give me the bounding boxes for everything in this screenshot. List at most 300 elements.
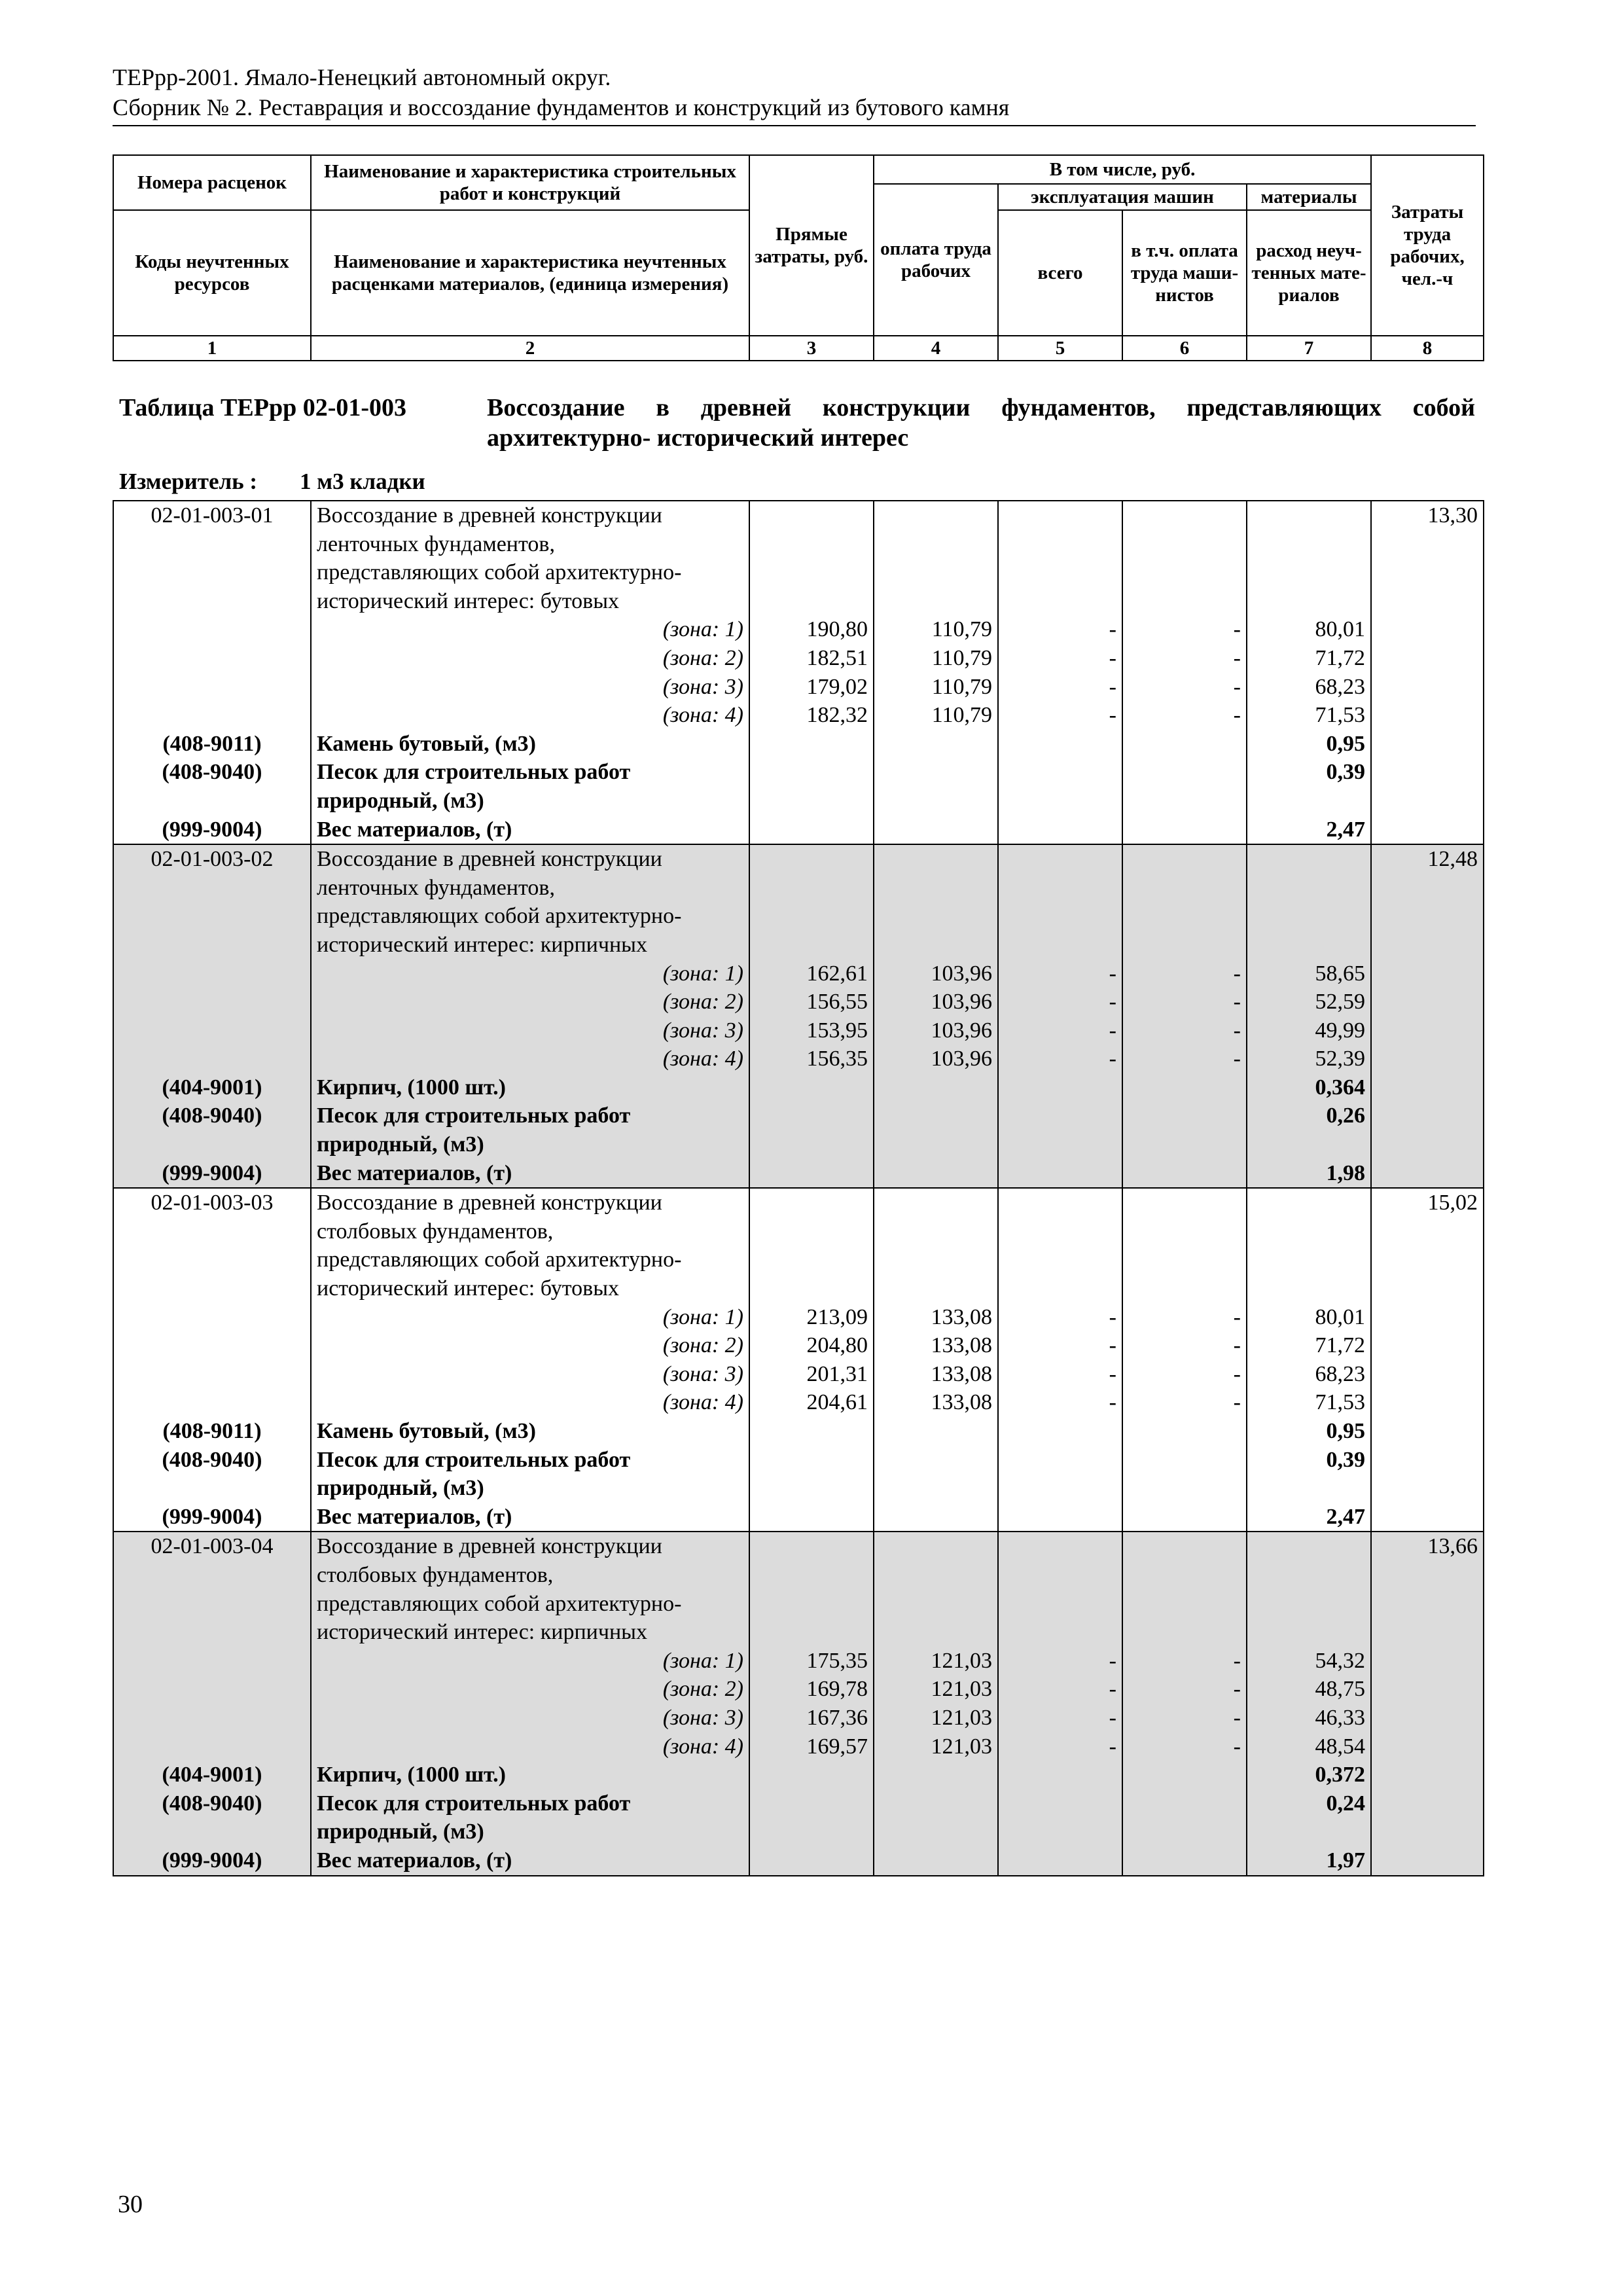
resource-quantity: 1,97 [1247,1846,1371,1876]
resource-quantity [1247,1474,1371,1503]
material-cost: 71,53 [1247,701,1371,730]
machinist-wages [1122,501,1247,530]
direct-cost [749,530,874,559]
machinist-wages [1122,1102,1247,1130]
work-description: Воссоздание в древней конструкции [311,844,749,874]
rate-code [113,1732,311,1761]
table-row [113,1818,1484,1846]
rate-code [113,931,311,960]
labor-wages [874,1188,998,1217]
labor-hours [1371,1561,1484,1590]
table-row [113,1303,1484,1332]
labor-hours: 13,66 [1371,1532,1484,1561]
table-row [113,1789,1484,1818]
machinist-wages: - [1122,1647,1247,1676]
direct-cost [749,1590,874,1619]
labor-wages [874,1818,998,1846]
labor-hours [1371,931,1484,960]
labor-hours [1371,988,1484,1016]
labor-hours [1371,1846,1484,1876]
table-row [113,758,1484,787]
col-number-8: 8 [1371,336,1484,361]
direct-cost [749,874,874,903]
table-row [113,1675,1484,1704]
work-description: представляющих собой архитектурно- [311,902,749,931]
direct-cost: 162,61 [749,960,874,988]
direct-cost [749,1274,874,1303]
machine-cost [998,1217,1122,1246]
machine-cost [998,587,1122,616]
machinist-wages: - [1122,1331,1247,1360]
direct-cost [749,1818,874,1846]
rate-code: 02-01-003-01 [113,501,311,530]
labor-wages: 103,96 [874,960,998,988]
resource-quantity [1247,787,1371,816]
direct-cost [749,1789,874,1818]
machinist-wages [1122,1532,1247,1561]
labor-hours [1371,1360,1484,1389]
material-cost [1247,1217,1371,1246]
labor-wages: 110,79 [874,615,998,644]
labor-wages [874,1417,998,1446]
labor-hours [1371,758,1484,787]
table-row [113,1016,1484,1045]
resource-code: (999-9004) [113,1159,311,1189]
group-header: В том числе, руб. [874,155,1371,184]
table-row [113,1732,1484,1761]
labor-hours [1371,874,1484,903]
machinist-wages [1122,844,1247,874]
zone-label: (зона: 2) [311,988,749,1016]
labor-hours [1371,1217,1484,1246]
labor-hours [1371,902,1484,931]
col-number-6: 6 [1122,336,1247,361]
zone-label: (зона: 1) [311,1303,749,1332]
resource-quantity: 0,26 [1247,1102,1371,1130]
machinist-wages [1122,931,1247,960]
direct-cost [749,1159,874,1189]
labor-hours [1371,1246,1484,1274]
table-row [113,673,1484,702]
machinist-wages: - [1122,1704,1247,1732]
labor-wages [874,1130,998,1159]
labor-wages [874,931,998,960]
labor-wages [874,1503,998,1532]
table-row [113,988,1484,1016]
work-description: представляющих собой архитектурно- [311,558,749,587]
work-description: исторический интерес: кирпичных [311,931,749,960]
labor-wages [874,874,998,903]
zone-label: (зона: 3) [311,1016,749,1045]
labor-hours: 12,48 [1371,844,1484,874]
material-cost [1247,587,1371,616]
col-number-1: 1 [113,336,311,361]
machine-cost [998,844,1122,874]
labor-hours [1371,787,1484,816]
resource-name: природный, (м3) [311,787,749,816]
resource-name: Вес материалов, (т) [311,1159,749,1189]
labor-hours [1371,1474,1484,1503]
resource-code: (408-9040) [113,1102,311,1130]
machinist-wages: - [1122,1303,1247,1332]
machine-cost [998,1846,1122,1876]
table-row [113,1474,1484,1503]
table-row [113,1704,1484,1732]
table-row [113,1360,1484,1389]
resource-quantity [1247,1130,1371,1159]
machine-cost [998,758,1122,787]
direct-cost: 169,78 [749,1675,874,1704]
labor-hours [1371,1789,1484,1818]
col-number-5: 5 [998,336,1122,361]
table-row [113,787,1484,816]
labor-wages: 110,79 [874,673,998,702]
machinist-wages [1122,587,1247,616]
work-description: Воссоздание в древней конструкции [311,1188,749,1217]
machine-cost [998,1073,1122,1102]
direct-cost: 213,09 [749,1303,874,1332]
table-row [113,816,1484,845]
labor-hours [1371,558,1484,587]
material-cost: 80,01 [1247,615,1371,644]
direct-cost [749,787,874,816]
col7-header: расход неуч-тенных мате-риалов [1247,210,1371,336]
resource-quantity: 0,39 [1247,758,1371,787]
machine-cost: - [998,1045,1122,1073]
direct-cost [749,816,874,845]
rate-code [113,558,311,587]
meter-label: Измеритель : [119,469,258,494]
machine-cost: - [998,1732,1122,1761]
direct-cost: 204,61 [749,1388,874,1417]
rate-code [113,1045,311,1073]
resource-code: (999-9004) [113,1503,311,1532]
direct-cost [749,1217,874,1246]
machinist-wages [1122,1761,1247,1789]
zone-label: (зона: 3) [311,1704,749,1732]
machinist-wages [1122,1474,1247,1503]
direct-cost [749,1846,874,1876]
col6-header: в т.ч. оплата труда маши-нистов [1122,210,1247,336]
col1-top-header: Номера расценок [113,155,311,210]
table-row [113,1246,1484,1274]
machinist-wages [1122,1618,1247,1647]
labor-wages [874,1073,998,1102]
machine-cost [998,1789,1122,1818]
material-cost: 71,72 [1247,644,1371,673]
rate-code [113,960,311,988]
machine-cost [998,1503,1122,1532]
table-row [113,644,1484,673]
machine-cost [998,1159,1122,1189]
column-header-table [113,154,1484,361]
machinist-wages [1122,1789,1247,1818]
labor-wages [874,1274,998,1303]
labor-hours [1371,1675,1484,1704]
col-number-3: 3 [749,336,874,361]
labor-wages: 133,08 [874,1388,998,1417]
machine-cost [998,1618,1122,1647]
work-description: столбовых фундаментов, [311,1217,749,1246]
direct-cost [749,1188,874,1217]
labor-hours [1371,1704,1484,1732]
resource-code: (404-9001) [113,1761,311,1789]
table-row [113,1417,1484,1446]
machine-cost [998,1130,1122,1159]
material-cost [1247,530,1371,559]
material-cost [1247,1561,1371,1590]
labor-hours [1371,1388,1484,1417]
material-cost [1247,874,1371,903]
rate-code [113,1618,311,1647]
machine-cost: - [998,1016,1122,1045]
machinist-wages: - [1122,615,1247,644]
resource-quantity: 0,39 [1247,1446,1371,1475]
table-row [113,1503,1484,1532]
direct-cost [749,1618,874,1647]
machine-cost [998,1761,1122,1789]
labor-hours [1371,1274,1484,1303]
labor-wages [874,587,998,616]
machinist-wages [1122,1846,1247,1876]
col-number-7: 7 [1247,336,1371,361]
machine-cost [998,530,1122,559]
machinist-wages [1122,758,1247,787]
labor-hours [1371,1102,1484,1130]
direct-cost: 175,35 [749,1647,874,1676]
labor-hours [1371,530,1484,559]
labor-hours [1371,1618,1484,1647]
resource-name: Камень бутовый, (м3) [311,1417,749,1446]
table-row [113,1331,1484,1360]
header-rule [113,125,1476,126]
rate-code [113,874,311,903]
rate-code [113,673,311,702]
labor-hours: 15,02 [1371,1188,1484,1217]
material-cost [1247,1532,1371,1561]
machinist-wages [1122,902,1247,931]
zone-label: (зона: 3) [311,673,749,702]
labor-wages [874,902,998,931]
col8-header: Затраты труда рабочих, чел.-ч [1371,155,1484,336]
machinist-wages [1122,1446,1247,1475]
rate-code [113,1561,311,1590]
machine-cost: - [998,1360,1122,1389]
direct-cost [749,758,874,787]
direct-cost [749,1073,874,1102]
resource-code: (404-9001) [113,1073,311,1102]
material-cost: 46,33 [1247,1704,1371,1732]
direct-cost [749,1102,874,1130]
table-caption-title: Воссоздание в древней конструкции фундаментов, представляющих собой архитектурно- исторический интерес [487,394,1475,452]
machinist-wages: - [1122,1045,1247,1073]
machinist-wages: - [1122,1388,1247,1417]
labor-hours [1371,1761,1484,1789]
direct-cost: 167,36 [749,1704,874,1732]
machinist-wages [1122,1818,1247,1846]
material-cost [1247,902,1371,931]
zone-label: (зона: 2) [311,644,749,673]
material-cost: 80,01 [1247,1303,1371,1332]
resource-quantity: 0,95 [1247,1417,1371,1446]
machine-cost [998,1446,1122,1475]
labor-hours [1371,1045,1484,1073]
table-row [113,501,1484,530]
machine-cost [998,501,1122,530]
work-description: представляющих собой архитектурно- [311,1246,749,1274]
machinist-wages [1122,1130,1247,1159]
col4-header: оплата труда рабочих [874,184,998,336]
labor-wages [874,787,998,816]
direct-cost: 153,95 [749,1016,874,1045]
zone-label: (зона: 1) [311,960,749,988]
direct-cost [749,902,874,931]
machinist-wages [1122,558,1247,587]
resource-code [113,1130,311,1159]
direct-cost: 179,02 [749,673,874,702]
machinist-wages: - [1122,1732,1247,1761]
col5-header: всего [998,210,1122,336]
machinist-wages [1122,787,1247,816]
labor-wages [874,1246,998,1274]
resource-quantity: 0,372 [1247,1761,1371,1789]
labor-wages [874,1217,998,1246]
direct-cost: 204,80 [749,1331,874,1360]
machinist-wages [1122,816,1247,845]
rate-code [113,1360,311,1389]
material-cost [1247,501,1371,530]
machine-cost: - [998,1647,1122,1676]
labor-wages [874,1618,998,1647]
machine-cost [998,787,1122,816]
labor-hours [1371,816,1484,845]
col2-bottom-header: Наименование и характеристика неучтенных расценками материалов, (единица измерения) [311,210,749,336]
labor-hours [1371,1303,1484,1332]
machine-cost: - [998,701,1122,730]
header-line-1: ТЕРрр-2001. Ямало-Ненецкий автономный округ. [113,64,611,90]
table-row [113,1388,1484,1417]
labor-wages: 110,79 [874,701,998,730]
machine-cost [998,1102,1122,1130]
rate-code [113,1647,311,1676]
labor-wages: 133,08 [874,1303,998,1332]
labor-wages [874,1532,998,1561]
rate-code [113,1675,311,1704]
rate-code [113,1590,311,1619]
machine-cost [998,1474,1122,1503]
labor-wages [874,844,998,874]
labor-wages: 121,03 [874,1704,998,1732]
labor-wages [874,1590,998,1619]
material-cost: 58,65 [1247,960,1371,988]
material-cost: 71,72 [1247,1331,1371,1360]
resource-name: природный, (м3) [311,1474,749,1503]
machine-cost [998,1532,1122,1561]
resource-quantity: 2,47 [1247,1503,1371,1532]
zone-label: (зона: 4) [311,701,749,730]
labor-hours: 13,30 [1371,501,1484,530]
table-row [113,1647,1484,1676]
table-row [113,874,1484,903]
material-cost [1247,1246,1371,1274]
resource-code: (408-9011) [113,1417,311,1446]
machine-cost: - [998,615,1122,644]
direct-cost: 201,31 [749,1360,874,1389]
rate-code: 02-01-003-02 [113,844,311,874]
resource-code: (999-9004) [113,1846,311,1876]
labor-wages [874,1789,998,1818]
machinist-wages: - [1122,644,1247,673]
resource-name: Камень бутовый, (м3) [311,730,749,759]
header-line-2: Сборник № 2. Реставрация и воссоздание фундаментов и конструкций из бутового камня [113,94,1010,120]
resource-code: (408-9040) [113,1446,311,1475]
resource-code: (408-9011) [113,730,311,759]
direct-cost: 169,57 [749,1732,874,1761]
labor-hours [1371,1073,1484,1102]
labor-wages [874,816,998,845]
work-description: представляющих собой архитектурно- [311,1590,749,1619]
labor-wages [874,1102,998,1130]
col2-top-header: Наименование и характеристика строительных работ и конструкций [311,155,749,210]
table-row [113,1846,1484,1876]
machinist-wages [1122,1561,1247,1590]
zone-label: (зона: 4) [311,1732,749,1761]
rate-code [113,1274,311,1303]
table-row [113,1446,1484,1475]
resource-name: Песок для строительных работ [311,1789,749,1818]
rate-code [113,1303,311,1332]
resource-quantity [1247,1818,1371,1846]
table-row [113,931,1484,960]
labor-hours [1371,960,1484,988]
labor-hours [1371,644,1484,673]
machine-cost [998,1274,1122,1303]
material-cost [1247,1188,1371,1217]
material-cost: 68,23 [1247,673,1371,702]
material-cost [1247,1274,1371,1303]
labor-wages: 103,96 [874,1045,998,1073]
work-description: исторический интерес: бутовых [311,1274,749,1303]
machine-cost: - [998,673,1122,702]
table-row [113,1045,1484,1073]
zone-label: (зона: 2) [311,1675,749,1704]
material-cost: 68,23 [1247,1360,1371,1389]
rate-code [113,1331,311,1360]
rate-code: 02-01-003-03 [113,1188,311,1217]
resource-name: природный, (м3) [311,1818,749,1846]
material-cost [1247,931,1371,960]
resource-quantity: 2,47 [1247,816,1371,845]
machine-cost [998,730,1122,759]
machine-cost: - [998,960,1122,988]
resource-code [113,1818,311,1846]
rate-code [113,902,311,931]
labor-wages: 103,96 [874,988,998,1016]
table-row [113,558,1484,587]
machinist-wages [1122,1217,1247,1246]
rate-code [113,615,311,644]
direct-cost [749,844,874,874]
machine-cost: - [998,1675,1122,1704]
resource-quantity: 0,95 [1247,730,1371,759]
labor-wages: 133,08 [874,1331,998,1360]
machinist-wages [1122,1246,1247,1274]
labor-wages [874,730,998,759]
labor-wages: 110,79 [874,644,998,673]
machinist-wages: - [1122,1016,1247,1045]
direct-cost [749,1761,874,1789]
material-cost: 52,39 [1247,1045,1371,1073]
